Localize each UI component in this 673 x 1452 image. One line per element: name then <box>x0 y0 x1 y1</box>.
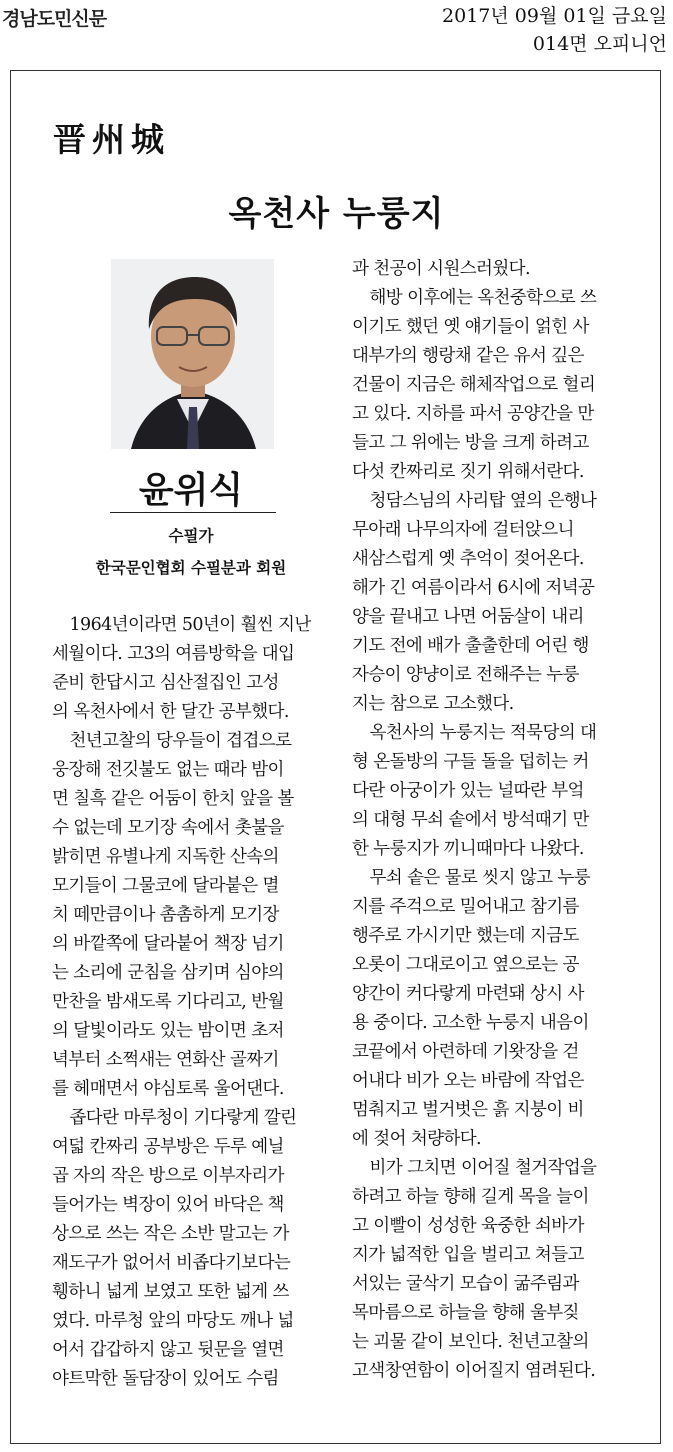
article-line: 고 이빨이 성성한 육중한 쇠바가 <box>352 1216 584 1236</box>
article-line: 의 대형 무쇠 솥에서 방석때기 만 <box>352 810 589 830</box>
article-line: 모기들이 그물코에 달라붙은 멸 <box>52 876 279 896</box>
issue-info <box>442 2 667 58</box>
article-line: 서있는 굴삭기 모습이 굶주림과 <box>352 1274 579 1294</box>
article-line: 의 달빛이라도 있는 밤이면 초저 <box>52 1021 284 1041</box>
page-section: 014면 오피니언 <box>532 33 667 55</box>
article-line: 곱 자의 작은 방으로 이부자리가 <box>52 1166 284 1186</box>
article-line: 의 옥천사에서 한 달간 공부했다. <box>52 702 289 722</box>
article-line: 오롯이 그대로이고 옆으로는 공 <box>352 955 579 975</box>
article-line: 고색창연함이 이어질지 염려된다. <box>352 1361 596 1381</box>
article-line: 행주로 가시기만 했는데 지금도 <box>352 926 579 946</box>
author-name: 윤위식 <box>138 469 244 511</box>
author-portrait-image <box>111 259 274 449</box>
article-line: 건물이 지금은 해체작업으로 헐리 <box>352 375 596 395</box>
article-line: 치 떼만큼이나 촘촘하게 모기장 <box>52 905 279 925</box>
article-line: 야트막한 돌담장이 있어도 수림 <box>52 1369 279 1389</box>
article-line: 자승이 양냥이로 전해주는 누룽 <box>352 665 579 685</box>
article-line: 이기도 했던 옛 얘기들이 얽힌 사 <box>352 317 589 337</box>
article-line: 들어가는 벽장이 있어 바닥은 책 <box>52 1195 284 1215</box>
article-line: 한 누룽지가 끼니때마다 나왔다. <box>352 839 584 859</box>
article-line: 밝히면 유별나게 지독한 산속의 <box>52 847 279 867</box>
article-line: 준비 한답시고 심산절집인 고성 <box>52 673 279 693</box>
article-line: 무쇠 솥은 물로 씻지 않고 누룽 <box>369 868 590 888</box>
article-line: 휑하니 넓게 보였고 또한 넓게 쓰 <box>52 1282 289 1302</box>
article-line: 비가 그치면 이어질 철거작업을 <box>369 1158 597 1178</box>
article-line: 재도구가 없어서 비좁다기보다는 <box>52 1253 291 1273</box>
article-line: 였다. 마루청 앞의 마당도 깨나 넓 <box>52 1311 294 1331</box>
article-line: 의 바깥쪽에 달라붙어 책장 넘기 <box>52 934 284 954</box>
author-name-underline <box>110 512 276 513</box>
newspaper-logo: 경남도민신문 <box>2 8 107 30</box>
issue-date: 2017년 09월 01일 금요일 <box>442 5 667 27</box>
article-line: 해가 긴 여름이라서 6시에 저녁공 <box>352 578 595 598</box>
article-line: 녁부터 소쩍새는 연화산 골짜기 <box>52 1050 279 1070</box>
article-line: 는 괴물 같이 보인다. 천년고찰의 <box>352 1332 589 1352</box>
article-line: 옥천사의 누룽지는 적묵당의 대 <box>369 723 597 743</box>
article-line: 목마름으로 하늘을 향해 울부짖 <box>352 1303 579 1323</box>
article-column-right <box>352 255 596 1386</box>
article-line: 여덟 칸짜리 공부방은 두루 예닐 <box>52 1137 284 1157</box>
article-line: 용 중이다. 고소한 누룽지 내음이 <box>352 1013 589 1033</box>
article-line: 수 없는데 모기장 속에서 촛불을 <box>52 818 284 838</box>
article-line: 지는 참으로 고소했다. <box>352 694 514 714</box>
article-line: 새삼스럽게 옛 추억이 젖어온다. <box>352 549 584 569</box>
article-line: 웅장해 전깃불도 없는 때라 밤이 <box>52 760 284 780</box>
article-line: 멈춰지고 벌거벗은 흙 지붕이 비 <box>352 1100 584 1120</box>
article-line: 다란 아궁이가 있는 널따란 부엌 <box>352 781 584 801</box>
article-line: 해방 이후에는 옥천중학으로 쓰 <box>369 288 597 308</box>
article-line: 1964년이라면 50년이 훨씬 지난 <box>69 615 311 635</box>
column-section-title: 晋州城 <box>53 120 170 159</box>
article-line: 대부가의 행랑채 같은 유서 깊은 <box>352 346 584 366</box>
article-line: 천년고찰의 당우들이 겹겹으로 <box>69 731 292 751</box>
article-line: 어내다 비가 오는 바람에 작업은 <box>352 1071 584 1091</box>
article-line: 좁다란 마루청이 기다랗게 깔린 <box>69 1108 297 1128</box>
article-line: 양을 끝내고 나면 어둠살이 내리 <box>352 607 584 627</box>
article-line: 무아래 나무의자에 걸터앉으니 <box>352 520 574 540</box>
newspaper-header <box>0 0 673 62</box>
article-line: 들고 그 위에는 방을 크게 하려고 <box>352 433 589 453</box>
article-line: 지를 주걱으로 밀어내고 참기름 <box>352 897 579 917</box>
article-line: 어서 갑갑하지 않고 뒷문을 열면 <box>52 1340 284 1360</box>
article-line: 청담스님의 사리탑 옆의 은행나 <box>369 491 597 511</box>
article-line: 만찬을 밤새도록 기다리고, 반월 <box>52 992 284 1012</box>
author-affiliation: 한국문인협회 수필분과 회원 <box>95 559 287 577</box>
article-headline: 옥천사 누룽지 <box>228 194 445 234</box>
article-line: 상으로 쓰는 작은 소반 말고는 가 <box>52 1224 289 1244</box>
article-line: 는 소리에 군침을 삼키며 심야의 <box>52 963 284 983</box>
article-line: 에 젖어 처량하다. <box>352 1129 482 1149</box>
article-line: 면 칠흑 같은 어둠이 한치 앞을 볼 <box>52 789 294 809</box>
article-line: 세월이다. 고3의 여름방학을 대입 <box>52 644 295 664</box>
article-line: 양간이 커다랗게 마련돼 상시 사 <box>352 984 584 1004</box>
article-line: 를 헤매면서 야심토록 울어댄다. <box>52 1079 284 1099</box>
article-line: 코끝에서 아련하데 기왓장을 걷 <box>352 1042 579 1062</box>
article-line: 과 천공이 시원스러웠다. <box>352 259 530 279</box>
article-line: 형 온돌방의 구들 돌을 덥히는 커 <box>352 752 589 772</box>
article-line: 고 있다. 지하를 파서 공양간을 만 <box>352 404 594 424</box>
author-role: 수필가 <box>168 527 214 545</box>
article-line: 기도 전에 배가 출출한데 어린 행 <box>352 636 589 656</box>
article-line: 지가 넓적한 입을 벌리고 쳐들고 <box>352 1245 584 1265</box>
article-line: 하려고 하늘 향해 길게 목을 늘이 <box>352 1187 589 1207</box>
article-line: 다섯 칸짜리로 짓기 위해서란다. <box>352 462 584 482</box>
author-photo <box>111 259 274 449</box>
article-column-left <box>52 611 311 1394</box>
